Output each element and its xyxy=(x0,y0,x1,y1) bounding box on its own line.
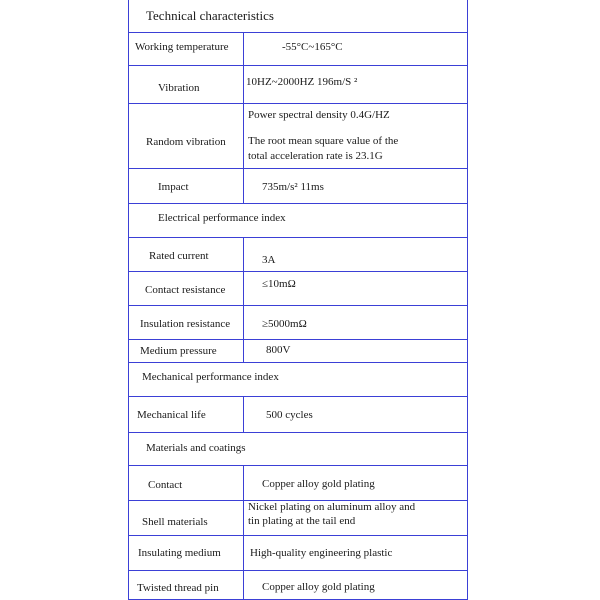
row-divider xyxy=(128,305,468,306)
table-right-border xyxy=(467,0,468,600)
row-label-vibration: Vibration xyxy=(158,82,200,94)
row-divider xyxy=(128,237,468,238)
row-label-rated-current: Rated current xyxy=(149,250,209,262)
row-label-medium-pressure: Medium pressure xyxy=(140,345,217,357)
row-divider xyxy=(128,570,468,571)
row-value-insulation-resistance: ≥5000mΩ xyxy=(262,318,307,330)
row-divider xyxy=(128,362,468,363)
row-value-twisted-thread-pin: Copper alloy gold plating xyxy=(262,581,375,593)
row-value-medium-pressure: 800V xyxy=(266,344,291,356)
row-value-random-vibration-line-3: total acceleration rate is 23.1G xyxy=(248,150,383,162)
column-divider xyxy=(243,32,244,203)
column-divider xyxy=(243,396,244,432)
row-divider xyxy=(128,168,468,169)
row-label-twisted-thread-pin: Twisted thread pin xyxy=(137,582,219,594)
row-value-shell-materials-line-2: tin plating at the tail end xyxy=(248,515,356,527)
row-divider xyxy=(128,271,468,272)
row-label-contact: Contact xyxy=(148,479,183,491)
table-left-border xyxy=(128,0,129,600)
row-divider xyxy=(128,203,468,204)
row-label-impact: Impact xyxy=(158,181,189,193)
row-value-rated-current: 3A xyxy=(262,254,276,266)
row-value-contact-resistance: ≤10mΩ xyxy=(262,278,296,290)
row-divider xyxy=(128,465,468,466)
row-value-mechanical-life: 500 cycles xyxy=(266,409,313,421)
row-divider xyxy=(128,432,468,433)
row-divider xyxy=(128,65,468,66)
row-divider xyxy=(128,103,468,104)
row-divider xyxy=(128,396,468,397)
row-label-insulating-medium: Insulating medium xyxy=(138,547,221,559)
row-label-random-vibration: Random vibration xyxy=(146,136,226,148)
row-divider xyxy=(128,339,468,340)
row-label-contact-resistance: Contact resistance xyxy=(145,284,226,296)
row-value-random-vibration-line-2: The root mean square value of the xyxy=(248,135,399,147)
row-value-random-vibration-line-1: Power spectral density 0.4G/HZ xyxy=(248,109,390,121)
column-divider xyxy=(243,465,244,600)
row-value-vibration: 10HZ~2000HZ 196m/S ² xyxy=(246,76,358,88)
row-label-mechanical-life: Mechanical life xyxy=(137,409,206,421)
row-value-insulating-medium: High-quality engineering plastic xyxy=(250,547,393,559)
row-label-insulation-resistance: Insulation resistance xyxy=(140,318,231,330)
row-value-shell-materials-line-1: Nickel plating on aluminum alloy and xyxy=(248,501,416,513)
section-heading-electrical: Electrical performance index xyxy=(158,212,286,224)
row-divider xyxy=(128,535,468,536)
row-value-impact: 735m/s² 11ms xyxy=(262,181,324,193)
section-heading-mechanical: Mechanical performance index xyxy=(142,371,279,383)
row-label-working-temperature: Working temperature xyxy=(135,41,229,53)
row-divider xyxy=(128,32,468,33)
row-value-working-temperature: -55°C~165°C xyxy=(282,41,343,53)
section-heading-materials: Materials and coatings xyxy=(146,442,246,454)
column-divider xyxy=(243,237,244,362)
row-value-contact: Copper alloy gold plating xyxy=(262,478,375,490)
row-label-shell-materials: Shell materials xyxy=(142,516,208,528)
page-title: Technical characteristics xyxy=(146,8,274,23)
